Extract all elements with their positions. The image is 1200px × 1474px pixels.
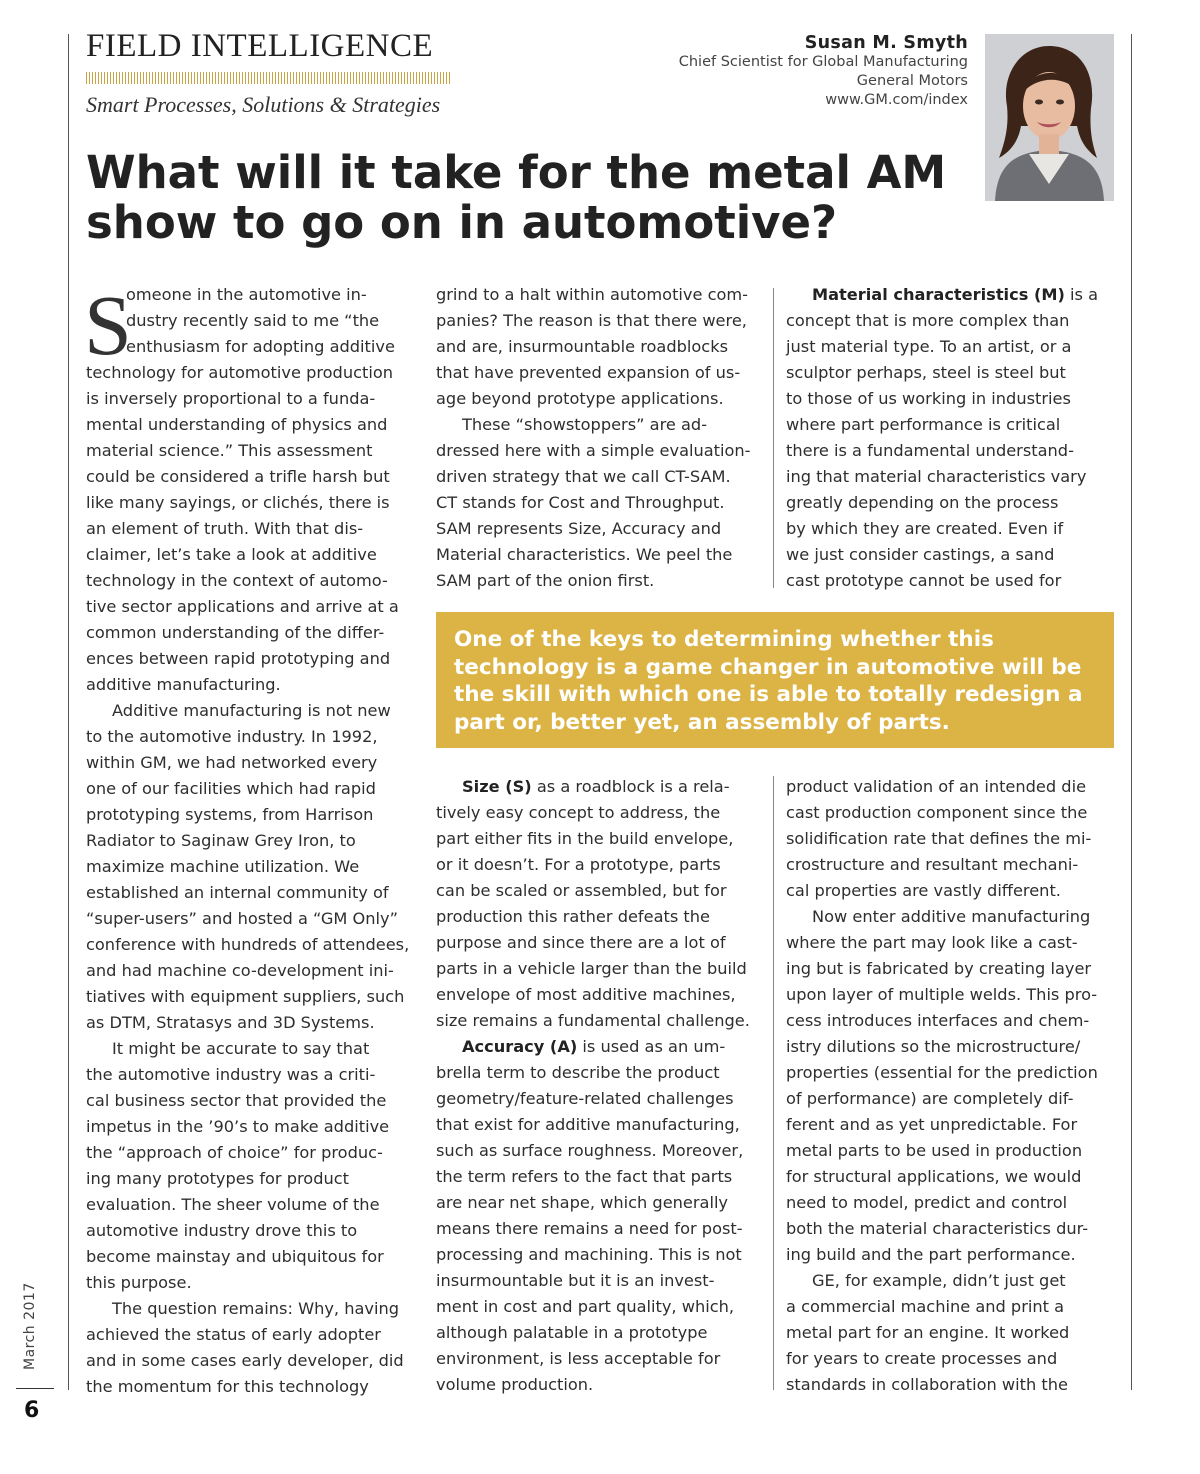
- text-line: is inversely proportional to a funda-: [86, 389, 376, 408]
- text-line: cast prototype cannot be used for: [786, 571, 1062, 590]
- text-line: maximize machine utilization. We: [86, 857, 360, 876]
- text-line: as DTM, Stratasys and 3D Systems.: [86, 1013, 375, 1032]
- text-line: istry dilutions so the microstructure/: [786, 1037, 1081, 1056]
- text-line: Additive manufacturing is not new: [112, 701, 391, 720]
- text-line: where the part may look like a cast-: [786, 933, 1078, 952]
- text-line: to the automotive industry. In 1992,: [86, 727, 378, 746]
- text-line: product validation of an intended die: [786, 777, 1087, 796]
- column-2-bottom: [436, 774, 766, 1398]
- decorative-hatch-bar: [86, 72, 450, 84]
- text-line: omeone in the automotive in-: [126, 285, 367, 304]
- text-line: brella term to describe the product: [436, 1063, 720, 1082]
- text-line: claimer, let’s take a look at additive: [86, 545, 377, 564]
- text-line: ences between rapid prototyping and: [86, 649, 391, 668]
- text-line: tiatives with equipment suppliers, such: [86, 987, 405, 1006]
- text-line: ment in cost and part quality, which,: [436, 1297, 735, 1316]
- text-line: by which they are created. Even if: [786, 519, 1064, 538]
- text-line: It might be accurate to say that: [112, 1039, 370, 1058]
- drop-cap: S: [84, 277, 132, 373]
- text-line: an element of truth. With that dis-: [86, 519, 364, 538]
- text-line: insurmountable but it is an invest-: [436, 1271, 715, 1290]
- text-line: achieved the status of early adopter: [86, 1325, 381, 1344]
- author-title: Chief Scientist for Global Manufacturing: [678, 54, 968, 70]
- column-rule-bottom: [773, 776, 774, 1390]
- text-line: part either fits in the build envelope,: [436, 829, 734, 848]
- text-line: means there remains a need for post-: [436, 1219, 743, 1238]
- text-line: cal properties are vastly different.: [786, 881, 1061, 900]
- section-name: FIELD INTELLIGENCE: [86, 28, 434, 64]
- text-line: one of our facilities which had rapid: [86, 779, 376, 798]
- text-line: that have prevented expansion of us-: [436, 363, 741, 382]
- issue-date: March 2017: [22, 1282, 38, 1370]
- text-line: grind to a halt within automotive com-: [436, 285, 749, 304]
- text-line: within GM, we had networked every: [86, 753, 378, 772]
- column-2-top: [436, 282, 766, 594]
- column-3-top: [786, 282, 1116, 594]
- text-line: processing and machining. This is not: [436, 1245, 742, 1264]
- right-frame-rule: [1131, 34, 1132, 1390]
- text-line: greatly depending on the process: [786, 493, 1059, 512]
- page-number-rule: [16, 1388, 54, 1389]
- text-line: for structural applications, we would: [786, 1167, 1082, 1186]
- text-line: enthusiasm for adopting additive: [126, 337, 395, 356]
- material-characteristics-term: Material characteristics (M): [812, 285, 1065, 304]
- text-line: or it doesn’t. For a prototype, parts: [436, 855, 721, 874]
- text-line: like many sayings, or clichés, there is: [86, 493, 390, 512]
- text-line: for years to create processes and: [786, 1349, 1058, 1368]
- text-line: age beyond prototype applications.: [436, 389, 724, 408]
- text-line: parts in a vehicle larger than the build: [436, 959, 747, 978]
- text-line: to those of us working in industries: [786, 389, 1071, 408]
- text-line: automotive industry drove this to: [86, 1221, 358, 1240]
- text-line: concept that is more complex than: [786, 311, 1070, 330]
- text-line: tive sector applications and arrive at a: [86, 597, 399, 616]
- pull-quote-box: [436, 612, 1114, 748]
- text-line: “super-users” and hosted a “GM Only”: [86, 909, 398, 928]
- text-line: we just consider castings, a sand: [786, 545, 1055, 564]
- text-line: environment, is less acceptable for: [436, 1349, 721, 1368]
- author-block: [679, 34, 968, 110]
- text-line: mental understanding of physics and: [86, 415, 388, 434]
- column-3-bottom: [786, 774, 1116, 1398]
- headline-line-2: show to go on in automotive?: [86, 196, 838, 249]
- accuracy-term: Accuracy (A): [462, 1037, 578, 1056]
- text-line: of performance) are completely dif-: [786, 1089, 1074, 1108]
- left-frame-rule: [68, 34, 69, 1390]
- text-line: upon layer of multiple welds. This pro-: [786, 985, 1098, 1004]
- text-line: established an internal community of: [86, 883, 389, 902]
- text-line: These “showstoppers” are ad-: [462, 415, 708, 434]
- text-line: become mainstay and ubiquitous for: [86, 1247, 384, 1266]
- section-tagline: Smart Processes, Solutions & Strategies: [86, 92, 441, 117]
- text-line: crostructure and resultant mechani-: [786, 855, 1079, 874]
- text-line: production this rather defeats the: [436, 907, 710, 926]
- text-line: CT stands for Cost and Throughput.: [436, 493, 725, 512]
- size-lead-rest: as a roadblock is a rela-: [531, 777, 730, 796]
- text-line: Material characteristics. We peel the: [436, 545, 733, 564]
- text-line: dressed here with a simple evaluation-: [436, 441, 751, 460]
- text-line: although palatable in a prototype: [436, 1323, 708, 1342]
- text-line: there is a fundamental understand-: [786, 441, 1074, 460]
- text-line: technology in the context of automo-: [86, 571, 388, 590]
- text-line: material science.” This assessment: [86, 441, 373, 460]
- text-line: ing but is fabricated by creating layer: [786, 959, 1092, 978]
- text-line: technology for automotive production: [86, 363, 393, 382]
- text-line: ferent and as yet unpredictable. For: [786, 1115, 1078, 1134]
- text-line: tively easy concept to address, the: [436, 803, 721, 822]
- text-line: common understanding of the differ-: [86, 623, 385, 642]
- text-line: and in some cases early developer, did: [86, 1351, 404, 1370]
- text-line: sculptor perhaps, steel is steel but: [786, 363, 1066, 382]
- text-line: cess introduces interfaces and chem-: [786, 1011, 1090, 1030]
- material-characteristics-lead: [786, 282, 1116, 308]
- text-line: that exist for additive manufacturing,: [436, 1115, 740, 1134]
- text-line: can be scaled or assembled, but for: [436, 881, 727, 900]
- text-line: this purpose.: [86, 1273, 192, 1292]
- text-line: evaluation. The sheer volume of the: [86, 1195, 380, 1214]
- text-line: properties (essential for the prediction: [786, 1063, 1098, 1082]
- text-line: impetus in the ’90’s to make additive: [86, 1117, 390, 1136]
- text-line: where part performance is critical: [786, 415, 1061, 434]
- accuracy-lead-rest: is used as an um-: [577, 1037, 726, 1056]
- text-line: dustry recently said to me “the: [126, 311, 380, 330]
- size-paragraph-lead: [436, 774, 766, 800]
- text-line: driven strategy that we call CT-SAM.: [436, 467, 731, 486]
- article-headline: [86, 148, 966, 248]
- text-line: The question remains: Why, having: [112, 1299, 399, 1318]
- author-url[interactable]: www.GM.com/index: [825, 92, 968, 108]
- text-line: envelope of most additive machines,: [436, 985, 736, 1004]
- pull-quote-text: One of the keys to determining whether this technology is a game changer in automotive will be the skill with which one is able to totally redesign a part or, better yet, an assembly of parts.: [454, 627, 1083, 735]
- text-line: just material type. To an artist, or a: [786, 337, 1072, 356]
- text-line: ing that material characteristics vary: [786, 467, 1087, 486]
- text-line: and are, insurmountable roadblocks: [436, 337, 729, 356]
- text-line: the “approach of choice” for produc-: [86, 1143, 383, 1162]
- headline-line-1: What will it take for the metal AM: [86, 146, 947, 199]
- accuracy-paragraph-lead: [436, 1034, 766, 1060]
- text-line: metal parts to be used in production: [786, 1141, 1083, 1160]
- text-line: Now enter additive manufacturing: [812, 907, 1091, 926]
- text-line: solidification rate that defines the mi-: [786, 829, 1092, 848]
- text-line: cast production component since the: [786, 803, 1088, 822]
- author-photo: [985, 34, 1114, 201]
- text-line: the momentum for this technology: [86, 1377, 369, 1396]
- text-line: Radiator to Saginaw Grey Iron, to: [86, 831, 356, 850]
- text-line: such as surface roughness. Moreover,: [436, 1141, 744, 1160]
- column-1: [84, 277, 416, 1400]
- text-line: ing build and the part performance.: [786, 1245, 1076, 1264]
- text-line: size remains a fundamental challenge.: [436, 1011, 750, 1030]
- material-characteristics-lead-rest: is a: [1064, 285, 1099, 304]
- text-line: the automotive industry was a criti-: [86, 1065, 376, 1084]
- text-line: panies? The reason is that there were,: [436, 311, 747, 330]
- text-line: standards in collaboration with the: [786, 1375, 1068, 1394]
- text-line: the term refers to the fact that parts: [436, 1167, 733, 1186]
- size-term: Size (S): [462, 777, 532, 796]
- author-company: General Motors: [856, 73, 968, 89]
- text-line: volume production.: [436, 1375, 594, 1394]
- text-line: purpose and since there are a lot of: [436, 933, 726, 952]
- text-line: SAM part of the onion first.: [436, 571, 655, 590]
- text-line: cal business sector that provided the: [86, 1091, 387, 1110]
- text-line: could be considered a trifle harsh but: [86, 467, 390, 486]
- text-line: SAM represents Size, Accuracy and: [436, 519, 722, 538]
- text-line: need to model, predict and control: [786, 1193, 1068, 1212]
- text-line: are near net shape, which generally: [436, 1193, 729, 1212]
- text-line: conference with hundreds of attendees,: [86, 935, 410, 954]
- text-line: metal part for an engine. It worked: [786, 1323, 1070, 1342]
- text-line: geometry/feature-related challenges: [436, 1089, 734, 1108]
- page-number: 6: [24, 1398, 40, 1423]
- text-line: both the material characteristics dur-: [786, 1219, 1089, 1238]
- text-line: a commercial machine and print a: [786, 1297, 1065, 1316]
- text-line: ing many prototypes for product: [86, 1169, 349, 1188]
- text-line: and had machine co-development ini-: [86, 961, 394, 980]
- text-line: GE, for example, didn’t just get: [812, 1271, 1066, 1290]
- text-line: prototyping systems, from Harrison: [86, 805, 374, 824]
- column-rule-top: [773, 288, 774, 588]
- author-name: Susan M. Smyth: [804, 33, 968, 53]
- text-line: additive manufacturing.: [86, 675, 281, 694]
- portrait-illustration: [985, 34, 1114, 201]
